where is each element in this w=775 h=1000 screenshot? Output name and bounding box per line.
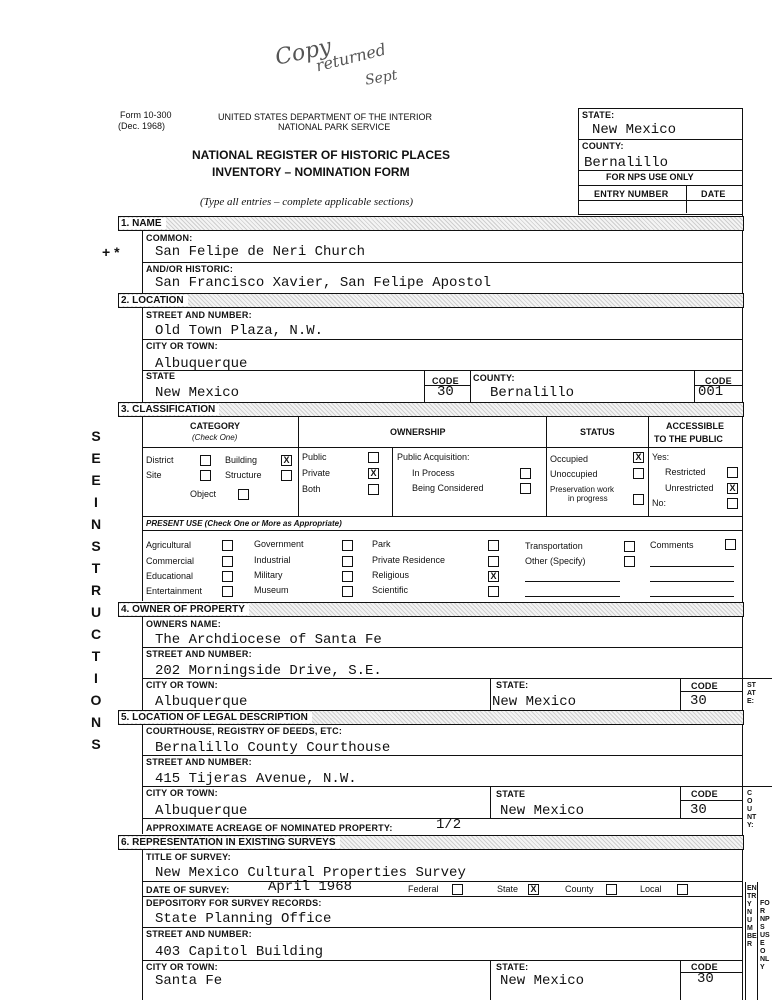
use-comments-checkbox[interactable] bbox=[725, 539, 736, 550]
cat-structure-label: Structure bbox=[225, 470, 262, 480]
cat-district-label: District bbox=[146, 455, 174, 465]
use-other-checkbox[interactable] bbox=[624, 556, 635, 567]
depository-code-value: 30 bbox=[697, 971, 714, 987]
common-name-value: San Felipe de Neri Church bbox=[155, 244, 366, 260]
box-county-label: COUNTY: bbox=[582, 141, 624, 151]
use-museum-checkbox[interactable] bbox=[342, 586, 353, 597]
use-industrial-checkbox[interactable] bbox=[342, 556, 353, 567]
section-surveys-header: 6. REPRESENTATION IN EXISTING SURVEYS bbox=[118, 835, 744, 850]
section-legal-description-header: 5. LOCATION OF LEGAL DESCRIPTION bbox=[118, 710, 744, 725]
location-state-value: New Mexico bbox=[155, 385, 240, 401]
cat-site-checkbox[interactable] bbox=[200, 470, 211, 481]
own-considered-label: Being Considered bbox=[412, 483, 484, 493]
depository-state-label: STATE: bbox=[496, 962, 529, 972]
own-private-checkbox[interactable]: X bbox=[368, 468, 379, 479]
use-agricultural-label: Agricultural bbox=[146, 540, 192, 550]
cat-district-checkbox[interactable] bbox=[200, 455, 211, 466]
owner-street-value: 202 Morningside Drive, S.E. bbox=[155, 663, 382, 679]
use-religious-label: Religious bbox=[372, 570, 410, 580]
accessible-header: ACCESSIBLE bbox=[666, 421, 725, 431]
see-instructions-text: SEE INSTRUCTIONS bbox=[90, 428, 102, 752]
acreage-value: 1/2 bbox=[436, 817, 462, 833]
use-educational-label: Educational bbox=[146, 571, 194, 581]
owner-code-value: 30 bbox=[690, 693, 707, 709]
nps-use-label: FOR NPS USE ONLY bbox=[606, 172, 694, 182]
survey-local-label: Local bbox=[640, 884, 662, 894]
location-code2-value: 001 bbox=[698, 384, 724, 400]
to-public-header: TO THE PUBLIC bbox=[654, 434, 723, 444]
box-state-label: STATE: bbox=[582, 110, 615, 120]
courthouse-value: Bernalillo County Courthouse bbox=[155, 740, 391, 756]
historic-name-value: San Francisco Xavier, San Felipe Apostol bbox=[155, 275, 492, 291]
acc-unrestricted-checkbox[interactable]: X bbox=[727, 483, 738, 494]
use-private-residence-checkbox[interactable] bbox=[488, 556, 499, 567]
present-use-label: PRESENT USE (Check One or More as Appropriate) bbox=[146, 519, 342, 528]
section-location-header: 2. LOCATION bbox=[118, 293, 744, 308]
use-educational-checkbox[interactable] bbox=[222, 571, 233, 582]
form-title: NATIONAL REGISTER OF HISTORIC PLACES bbox=[192, 148, 451, 162]
location-city-value: Albuquerque bbox=[155, 356, 248, 372]
depository-city-value: Santa Fe bbox=[155, 973, 223, 989]
use-industrial-label: Industrial bbox=[254, 555, 291, 565]
survey-county-checkbox[interactable] bbox=[606, 884, 617, 895]
location-code-label: CODE bbox=[432, 376, 459, 386]
depository-city-label: CITY OR TOWN: bbox=[146, 962, 218, 972]
depository-label: DEPOSITORY FOR SURVEY RECORDS: bbox=[146, 898, 322, 908]
side-mark: + * bbox=[102, 244, 120, 260]
section-owner-header: 4. OWNER OF PROPERTY bbox=[118, 602, 744, 617]
historic-label: AND/OR HISTORIC: bbox=[146, 264, 234, 274]
use-park-checkbox[interactable] bbox=[488, 540, 499, 551]
use-transportation-label: Transportation bbox=[525, 541, 583, 551]
use-commercial-label: Commercial bbox=[146, 556, 195, 566]
form-date: (Dec. 1968) bbox=[118, 121, 166, 131]
status-occupied-checkbox[interactable]: X bbox=[633, 452, 644, 463]
acc-unrestricted-label: Unrestricted bbox=[665, 483, 714, 493]
use-park-label: Park bbox=[372, 539, 391, 549]
entry-number-label: ENTRY NUMBER bbox=[594, 189, 669, 199]
use-transportation-checkbox[interactable] bbox=[624, 541, 635, 552]
cat-object-checkbox[interactable] bbox=[238, 489, 249, 500]
own-in-process-checkbox[interactable] bbox=[520, 468, 531, 479]
location-city-label: CITY OR TOWN: bbox=[146, 341, 218, 351]
status-unoccupied-checkbox[interactable] bbox=[633, 468, 644, 479]
cat-building-checkbox[interactable]: X bbox=[281, 455, 292, 466]
check-one-note: (Check One) bbox=[192, 433, 238, 442]
acc-no-checkbox[interactable] bbox=[727, 498, 738, 509]
use-other-label: Other (Specify) bbox=[525, 556, 586, 566]
legal-code-label: CODE bbox=[691, 789, 718, 799]
location-county-value: Bernalillo bbox=[490, 385, 575, 401]
use-scientific-label: Scientific bbox=[372, 585, 409, 595]
survey-federal-checkbox[interactable] bbox=[452, 884, 463, 895]
side-entry-number-label: ENTRY NUMBER bbox=[747, 885, 757, 948]
courthouse-label: COURTHOUSE, REGISTRY OF DEEDS, ETC: bbox=[146, 726, 343, 736]
legal-side-county-label: COUNTY: bbox=[747, 790, 757, 829]
category-header: CATEGORY bbox=[190, 421, 241, 431]
survey-date-label: DATE OF SURVEY: bbox=[146, 885, 230, 895]
survey-state-label: State bbox=[497, 884, 519, 894]
acc-no-label: No: bbox=[652, 498, 667, 508]
owner-side-state-label: STATE: bbox=[747, 682, 756, 705]
survey-title-label: TITLE OF SURVEY: bbox=[146, 852, 231, 862]
acc-yes-label: Yes: bbox=[652, 452, 670, 462]
acc-restricted-checkbox[interactable] bbox=[727, 467, 738, 478]
depository-street-label: STREET AND NUMBER: bbox=[146, 929, 252, 939]
survey-state-checkbox[interactable]: X bbox=[528, 884, 539, 895]
survey-title-value: New Mexico Cultural Properties Survey bbox=[155, 865, 466, 881]
service: NATIONAL PARK SERVICE bbox=[278, 122, 391, 132]
own-acquisition-label: Public Acquisition: bbox=[397, 452, 470, 462]
cat-site-label: Site bbox=[146, 470, 162, 480]
handwritten-note-3: Sept bbox=[363, 67, 399, 89]
survey-local-checkbox[interactable] bbox=[677, 884, 688, 895]
common-label: COMMON: bbox=[146, 233, 193, 243]
own-both-checkbox[interactable] bbox=[368, 484, 379, 495]
own-both-label: Both bbox=[302, 484, 321, 494]
survey-federal-label: Federal bbox=[408, 884, 439, 894]
own-public-label: Public bbox=[302, 452, 327, 462]
status-in-progress-label: in progress bbox=[568, 494, 608, 503]
cat-building-label: Building bbox=[225, 455, 258, 465]
status-unoccupied-label: Unoccupied bbox=[550, 469, 598, 479]
legal-city-value: Albuquerque bbox=[155, 803, 248, 819]
status-preservation-checkbox[interactable] bbox=[633, 494, 644, 505]
handwritten-note: Copy bbox=[273, 34, 334, 71]
survey-county-label: County bbox=[565, 884, 594, 894]
location-state-label: STATE bbox=[146, 371, 176, 381]
legal-street-label: STREET AND NUMBER: bbox=[146, 757, 252, 767]
use-entertainment-label: Entertainment bbox=[146, 586, 203, 596]
department: UNITED STATES DEPARTMENT OF THE INTERIOR bbox=[218, 112, 433, 122]
status-header: STATUS bbox=[580, 427, 615, 437]
owner-state-label: STATE: bbox=[496, 680, 529, 690]
date-label: DATE bbox=[701, 189, 726, 199]
use-museum-label: Museum bbox=[254, 585, 289, 595]
use-military-label: Military bbox=[254, 570, 283, 580]
see-instructions-side bbox=[86, 425, 106, 755]
use-agricultural-checkbox[interactable] bbox=[222, 540, 233, 551]
owner-city-label: CITY OR TOWN: bbox=[146, 680, 218, 690]
owner-name-value: The Archdiocese of Santa Fe bbox=[155, 632, 382, 648]
survey-date-value: April 1968 bbox=[268, 879, 353, 895]
own-public-checkbox[interactable] bbox=[368, 452, 379, 463]
box-county-value: Bernalillo bbox=[584, 155, 669, 171]
legal-code-value: 30 bbox=[690, 802, 707, 818]
instructions-text: (Type all entries – complete applicable sections) bbox=[200, 196, 414, 208]
cat-structure-checkbox[interactable] bbox=[281, 470, 292, 481]
status-preservation-label: Preservation work bbox=[550, 485, 615, 494]
cat-object-label: Object bbox=[190, 489, 217, 499]
status-occupied-label: Occupied bbox=[550, 454, 589, 464]
use-religious-checkbox[interactable]: X bbox=[488, 571, 499, 582]
legal-state-label: STATE bbox=[496, 789, 526, 799]
owner-state-value: New Mexico bbox=[492, 694, 577, 710]
owner-code-label: CODE bbox=[691, 681, 718, 691]
location-street-label: STREET AND NUMBER: bbox=[146, 310, 252, 320]
section-name-header: 1. NAME bbox=[118, 216, 744, 231]
own-in-process-label: In Process bbox=[412, 468, 455, 478]
legal-street-value: 415 Tijeras Avenue, N.W. bbox=[155, 771, 357, 787]
location-code-value: 30 bbox=[437, 384, 454, 400]
depository-code-label: CODE bbox=[691, 962, 718, 972]
form-number: Form 10-300 bbox=[120, 110, 172, 120]
location-code2-label: CODE bbox=[705, 376, 732, 386]
depository-value: State Planning Office bbox=[155, 911, 332, 927]
legal-state-value: New Mexico bbox=[500, 803, 585, 819]
owner-street-label: STREET AND NUMBER: bbox=[146, 649, 252, 659]
depository-street-value: 403 Capitol Building bbox=[155, 944, 324, 960]
section-classification-header: 3. CLASSIFICATION bbox=[118, 402, 744, 417]
acc-restricted-label: Restricted bbox=[665, 467, 706, 477]
own-considered-checkbox[interactable] bbox=[520, 483, 531, 494]
location-county-label: COUNTY: bbox=[473, 373, 515, 383]
use-military-checkbox[interactable] bbox=[342, 571, 353, 582]
handwritten-note-2: returned bbox=[313, 39, 388, 76]
use-entertainment-checkbox[interactable] bbox=[222, 586, 233, 597]
use-scientific-checkbox[interactable] bbox=[488, 586, 499, 597]
use-government-label: Government bbox=[254, 539, 304, 549]
acreage-label: APPROXIMATE ACREAGE OF NOMINATED PROPERTY: bbox=[146, 823, 393, 833]
ownership-header: OWNERSHIP bbox=[390, 427, 446, 437]
use-government-checkbox[interactable] bbox=[342, 540, 353, 551]
depository-state-value: New Mexico bbox=[500, 973, 585, 989]
box-state-value: New Mexico bbox=[592, 122, 677, 138]
use-comments-label: Comments bbox=[650, 540, 694, 550]
own-private-label: Private bbox=[302, 468, 331, 478]
owner-city-value: Albuquerque bbox=[155, 694, 248, 710]
use-commercial-checkbox[interactable] bbox=[222, 556, 233, 567]
location-street-value: Old Town Plaza, N.W. bbox=[155, 323, 324, 339]
side-nps-use-label: FOR NPS USE ONLY bbox=[760, 900, 770, 971]
legal-city-label: CITY OR TOWN: bbox=[146, 788, 218, 798]
owner-name-label: OWNERS NAME: bbox=[146, 619, 221, 629]
use-private-residence-label: Private Residence bbox=[372, 555, 446, 565]
form-subtitle: INVENTORY – NOMINATION FORM bbox=[212, 165, 410, 179]
